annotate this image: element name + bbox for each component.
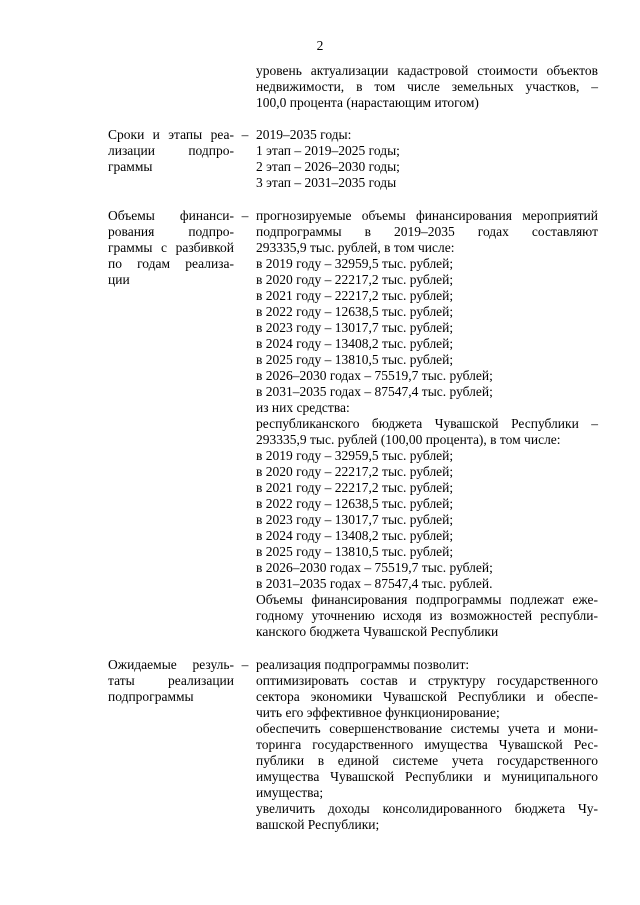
content-line: увеличить доходы консолидированного бюджета Чу- — [256, 801, 598, 816]
section-dash: – — [241, 127, 249, 142]
content-line: в 2021 году – 22217,2 тыс. рублей; — [256, 480, 454, 495]
content-line: в 2025 году – 13810,5 тыс. рублей; — [256, 352, 454, 367]
content-line: подпрограммы в 2019–2035 годах составляют — [256, 224, 598, 239]
label-line: Ожидаемые резуль- — [108, 657, 234, 672]
label-line: таты реализации — [108, 673, 234, 688]
content-line: годному уточнению исходя из возможностей республи- — [256, 608, 598, 623]
content-line: чить его эффективное функционирование; — [256, 705, 500, 720]
label-line: подпрограммы — [108, 689, 194, 704]
content-line: в 2020 году – 22217,2 тыс. рублей; — [256, 272, 454, 287]
page-number: 2 — [316, 38, 324, 53]
label-line: ции — [108, 272, 130, 287]
content-line: в 2019 году – 32959,5 тыс. рублей; — [256, 256, 454, 271]
content-line: оптимизировать состав и структуру государственного — [256, 673, 598, 688]
content-line: в 2026–2030 годах – 75519,7 тыс. рублей; — [256, 560, 493, 575]
intro-text — [256, 63, 598, 111]
content-line: в 2022 году – 12638,5 тыс. рублей; — [256, 496, 454, 511]
content-line: прогнозируемые объемы финансирования мероприятий — [256, 208, 598, 223]
label-line: граммы с разбивкой — [108, 240, 234, 255]
content-line: обеспечить совершенствование системы учета и мони- — [256, 721, 598, 736]
content-line: в 2023 году – 13017,7 тыс. рублей; — [256, 320, 454, 335]
section-dash: – — [241, 208, 249, 223]
label-line: лизации подпро- — [108, 143, 234, 158]
content-line: в 2019 году – 32959,5 тыс. рублей; — [256, 448, 454, 463]
content-line: торинга государственного имущества Чувашской Рес- — [256, 737, 598, 752]
content-line: канского бюджета Чувашской Республики — [256, 624, 499, 639]
content-line: 293335,9 тыс. рублей, в том числе: — [256, 240, 455, 255]
content-line: в 2025 году – 13810,5 тыс. рублей; — [256, 544, 454, 559]
label-line: Сроки и этапы реа- — [108, 127, 234, 142]
intro-line: 100,0 процента (нарастающим итогом) — [256, 95, 479, 110]
content-line: в 2031–2035 годах – 87547,4 тыс. рублей. — [256, 576, 493, 591]
content-line: имущества; — [256, 785, 324, 800]
content-line: вашской Республики; — [256, 817, 380, 832]
section-label — [108, 657, 234, 705]
section-label — [108, 208, 234, 288]
section-dash: – — [241, 657, 249, 672]
section-content — [256, 208, 598, 640]
content-line: сектора экономики Чувашской Республики и обеспе- — [256, 689, 598, 704]
content-line: в 2024 году – 13408,2 тыс. рублей; — [256, 528, 454, 543]
content-line: из них средства: — [256, 400, 350, 415]
section-content — [256, 657, 598, 833]
section-content — [256, 127, 598, 191]
intro-line: недвижимости, в том числе земельных участков, – — [256, 79, 598, 94]
content-line: 3 этап – 2031–2035 годы — [256, 175, 397, 190]
content-line: в 2024 году – 13408,2 тыс. рублей; — [256, 336, 454, 351]
content-line: республиканского бюджета Чувашской Республики – — [256, 416, 598, 431]
label-line: Объемы финанси- — [108, 208, 234, 223]
content-line: Объемы финансирования подпрограммы подлежат еже- — [256, 592, 598, 607]
content-line: 2019–2035 годы: — [256, 127, 352, 142]
content-line: в 2022 году – 12638,5 тыс. рублей; — [256, 304, 454, 319]
content-line: в 2031–2035 годах – 87547,4 тыс. рублей; — [256, 384, 493, 399]
content-line: 293335,9 тыс. рублей (100,00 процента), в том числе: — [256, 432, 561, 447]
content-line: реализация подпрограммы позволит: — [256, 657, 470, 672]
content-line: 2 этап – 2026–2030 годы; — [256, 159, 400, 174]
content-line: 1 этап – 2019–2025 годы; — [256, 143, 400, 158]
section-label — [108, 127, 234, 175]
intro-line: уровень актуализации кадастровой стоимости объектов — [256, 63, 598, 78]
content-line: в 2021 году – 22217,2 тыс. рублей; — [256, 288, 454, 303]
label-line: по годам реализа- — [108, 256, 234, 271]
label-line: граммы — [108, 159, 153, 174]
content-line: в 2020 году – 22217,2 тыс. рублей; — [256, 464, 454, 479]
content-line: в 2026–2030 годах – 75519,7 тыс. рублей; — [256, 368, 493, 383]
content-line: в 2023 году – 13017,7 тыс. рублей; — [256, 512, 454, 527]
content-line: имущества Чувашской Республики и муниципального — [256, 769, 598, 784]
label-line: рования подпро- — [108, 224, 234, 239]
content-line: публики в единой системе учета государственного — [256, 753, 598, 768]
